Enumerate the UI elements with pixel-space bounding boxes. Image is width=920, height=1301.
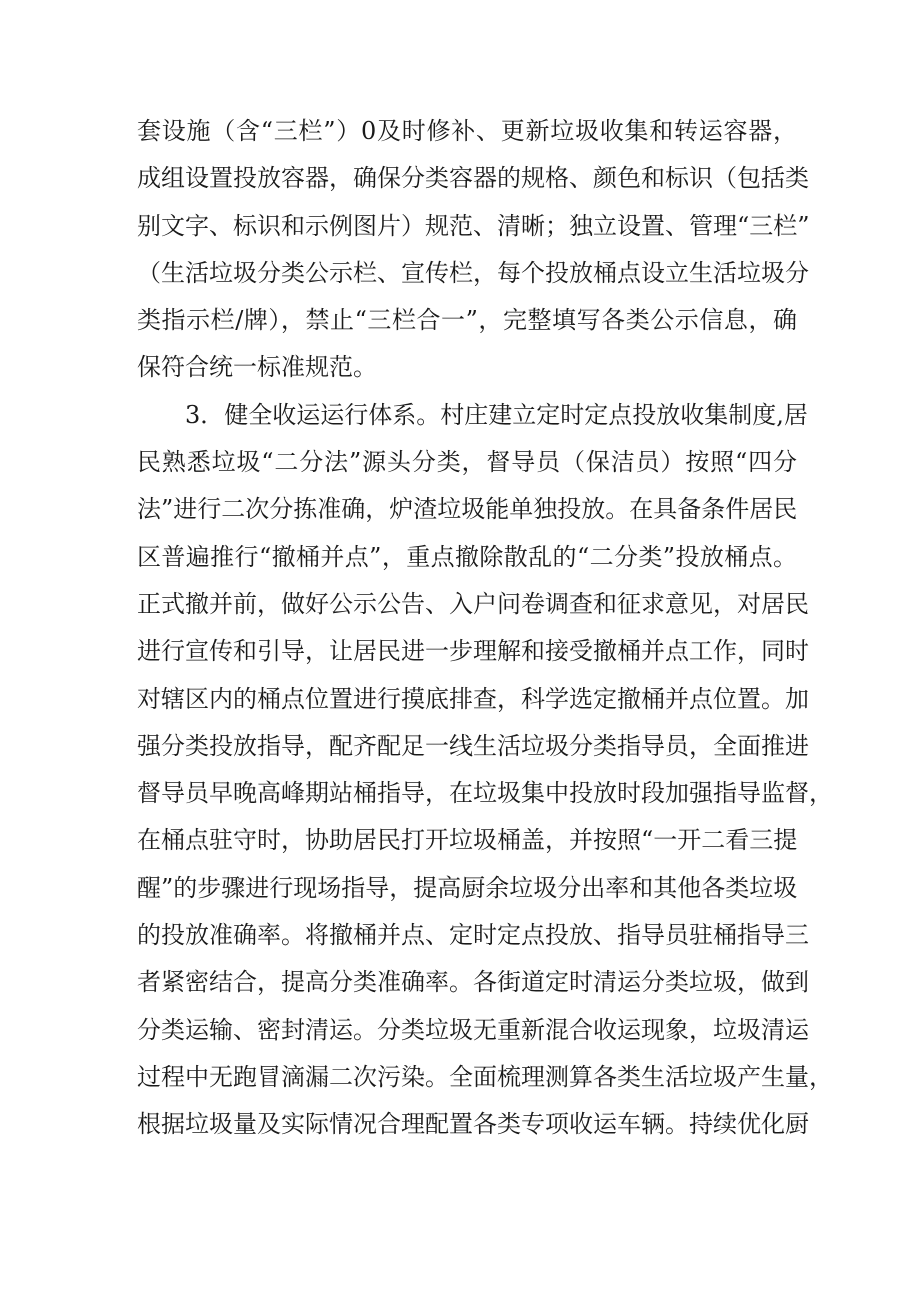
text-line: 套设施（含“三栏”）0及时修补、更新垃圾收集和转运容器， bbox=[137, 117, 797, 145]
text-line: 别文字、标识和示例图片）规范、清晰；独立设置、管理“三栏” bbox=[137, 211, 810, 240]
text-line: 者紧密结合，提高分类准确率。各街道定时清运分类垃圾，做到 bbox=[137, 968, 809, 997]
text-line: 进行宣传和引导，让居民进一步理解和接受撤桶并点工作，同时 bbox=[137, 637, 809, 666]
text-line: 保符合统一标准规范。 bbox=[137, 353, 377, 382]
text-line: 法”进行二次分拣准确，炉渣垃圾能单独投放。在具备条件居民 bbox=[137, 495, 798, 524]
text-line: 强分类投放指导，配齐配足一线生活垃圾分类指导员，全面推进 bbox=[137, 731, 809, 760]
text-line: 民熟悉垃圾“二分法”源头分类，督导员（保洁员）按照“四分 bbox=[137, 448, 797, 477]
text-line: 督导员早晚高峰期站桶指导，在垃圾集中投放时段加强指导监督， bbox=[137, 779, 833, 808]
text-line: 根据垃圾量及实际情况合理配置各类专项收运车辆。持续优化厨 bbox=[137, 1110, 809, 1139]
text-line: 区普遍推行“撤桶并点”，重点撤除散乱的“二分类”投放桶点。 bbox=[137, 542, 797, 571]
text-line: （生活垃圾分类公示栏、宣传栏，每个投放桶点设立生活垃圾分 bbox=[137, 258, 809, 287]
body-text bbox=[137, 108, 833, 1149]
text-line: 类指示栏/牌），禁止“三栏合一”，完整填写各类公示信息，确 bbox=[137, 306, 797, 335]
text-line: 醒”的步骤进行现场指导，提高厨余垃圾分出率和其他各类垃圾 bbox=[137, 873, 798, 902]
text-line: 对辖区内的桶点位置进行摸底排查，科学选定撤桶并点位置。加 bbox=[137, 684, 809, 713]
text-line: 在桶点驻守时，协助居民打开垃圾桶盖，并按照“一开二看三提 bbox=[137, 826, 798, 855]
text-line: 正式撤并前，做好公示公告、入户问卷调查和征求意见，对居民 bbox=[137, 589, 809, 618]
text-line: 分类运输、密封清运。分类垃圾无重新混合收运现象，垃圾清运 bbox=[137, 1015, 809, 1044]
text-line: 成组设置投放容器，确保分类容器的规格、颜色和标识（包括类 bbox=[137, 164, 809, 193]
text-line: 过程中无跑冒滴漏二次污染。全面梳理测算各类生活垃圾产生量， bbox=[137, 1062, 833, 1091]
section-heading-line: 3．健全收运运行体系。村庄建立定时定点投放收集制度,居 bbox=[185, 400, 808, 429]
text-line: 的投放准确率。将撤桶并点、定时定点投放、指导员驻桶指导三 bbox=[137, 921, 809, 950]
